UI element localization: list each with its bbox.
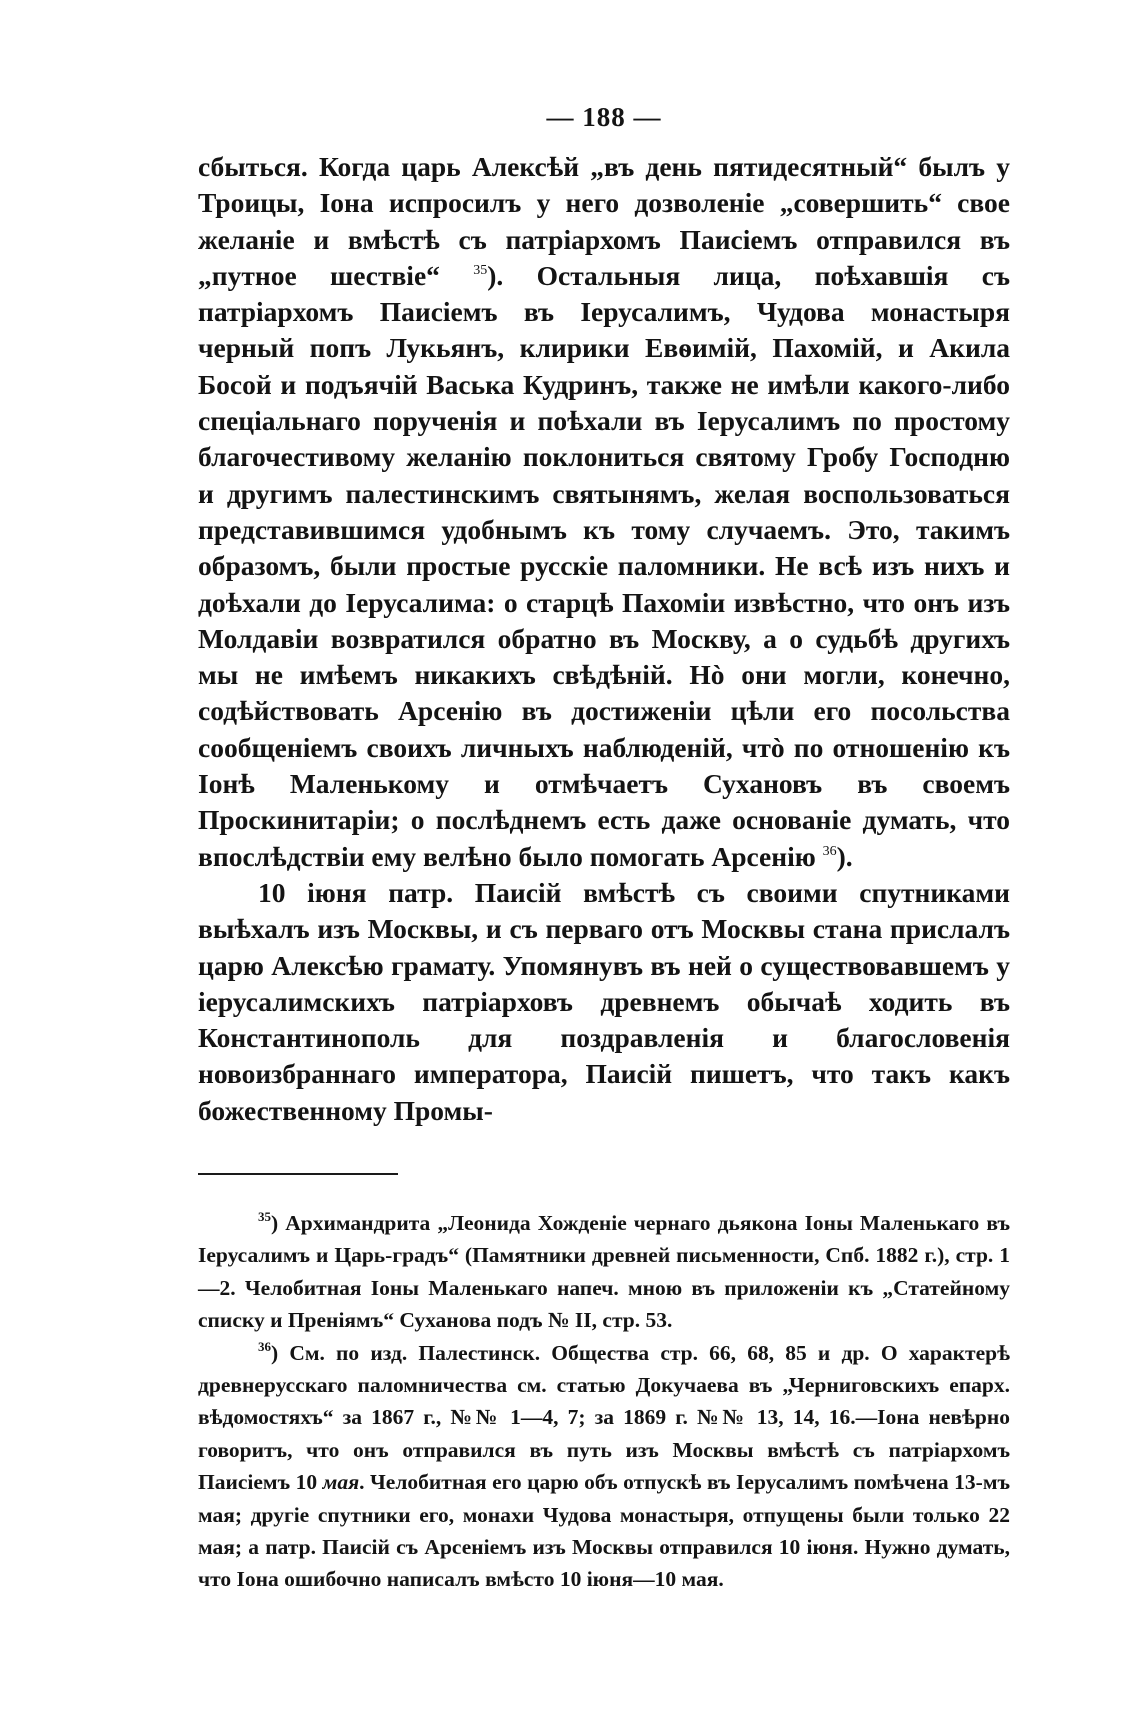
book-page — [198, 102, 1010, 1596]
footnote-36-text-b: . Челобитная его царю объ отпускѣ въ Іерусалимъ помѣчена 13-мъ мая; другіе спутники его, монахи Чудова монастыря, отпущены были только 22 мая; а патр. Паисій съ Арсеніемъ изъ Москвы отправился 10 іюня. Нужно думать, что Іона ошибочно написалъ вмѣсто 10 іюня—10 мая. — [198, 1470, 1010, 1592]
footnote-36-italic: мая — [322, 1470, 360, 1495]
paragraph-1 — [198, 149, 1010, 875]
footnote-35-mark: 35 — [258, 1209, 271, 1225]
footnote-35 — [198, 1207, 1010, 1337]
footnote-36-mark: 36 — [258, 1338, 271, 1354]
paragraph-1-part-1: сбыться. Когда царь Алексѣй „въ день пятидесятный“ былъ у Троицы, Іона испросилъ у него дозволеніе „совершить“ свое желаніе и вмѣстѣ съ патріархомъ Паисіемъ отправился въ „путное шествіе“ — [198, 151, 1010, 291]
page-number: — 188 — — [546, 102, 662, 132]
footnote-36-text-a: ) См. по изд. Палестинск. Общества стр. 66, 68, 85 и др. О характерѣ древнерусскаго паломничества см. статью Докучаева въ „Черниговскихъ епарх. вѣдомостяхъ“ за 1867 г., №№ 1—4, 7; за 1869 г. №№ 13, 14, 16.—Іона невѣрно говоритъ, что онъ отправился въ путь изъ Москвы вмѣстѣ съ патріархомъ Паисіемъ 10 — [198, 1340, 1010, 1495]
paragraph-1-part-3: ). — [836, 840, 853, 872]
footnote-36 — [198, 1337, 1010, 1596]
footnote-ref-36: 36 — [822, 843, 837, 859]
paragraph-2: 10 іюня патр. Паисій вмѣстѣ съ своими спутниками выѣхалъ изъ Москвы, и съ перваго отъ Москвы стана прислалъ царю Алексѣю грамату. Упомянувъ въ ней о существовавшемъ у іерусалимскихъ патріарховъ древнемъ обычаѣ ходить въ Константинополь для поздравленія и благословенія новоизбраннаго императора, Паисій пишетъ, что такъ какъ божественному Промы- — [198, 876, 1010, 1126]
footnote-divider — [198, 1173, 398, 1175]
footnotes — [198, 1207, 1010, 1596]
footnote-35-text: ) Архимандрита „Леонида Хожденіе чернаго дьякона Іоны Маленькаго въ Іерусалимъ и Царь-градъ“ (Памятники древней письменности, Спб. 1882 г.), стр. 1—2. Челобитная Іоны Маленькаго напеч. мною въ приложеніи къ „Статейному списку и Преніямъ“ Суханова подъ № II, стр. 53. — [198, 1211, 1010, 1333]
paragraph-1-part-2: ). Остальныя лица, поѣхавшія съ патріархомъ Паисіемъ въ Іерусалимъ, Чудова монастыря черный попъ Лукьянъ, клирики Евѳимій, Пахомій, и Акила Босой и подъячій Васька Кудринъ, также не имѣли какого-либо спеціальнаго порученія и поѣхали въ Іерусалимъ по простому благочестивому желанію поклониться святому Гробу Господню и другимъ палестинскимъ святынямъ, желая воспользоваться представившимся удобнымъ къ тому случаемъ. Это, такимъ образомъ, были простые русскіе паломники. Не всѣ изъ нихъ и доѣхали до Іерусалима: о старцѣ Пахоміи извѣстно, что онъ изъ Молдавіи возвратился обратно въ Москву, а о судьбѣ другихъ мы не имѣемъ никакихъ свѣдѣній. Нò они могли, конечно, содѣйствовать Арсенію въ достиженіи цѣли его посольства сообщеніемъ своихъ личныхъ наблюденій, чтò по отношенію къ Іонѣ Маленькому и отмѣчаетъ Сухановъ въ своемъ Проскинитаріи; о послѣднемъ есть даже основаніе думать, что впослѣдствіи ему велѣно было помогать Арсенію — [198, 259, 1011, 872]
footnote-ref-35: 35 — [473, 262, 488, 278]
main-text — [198, 149, 1010, 1129]
